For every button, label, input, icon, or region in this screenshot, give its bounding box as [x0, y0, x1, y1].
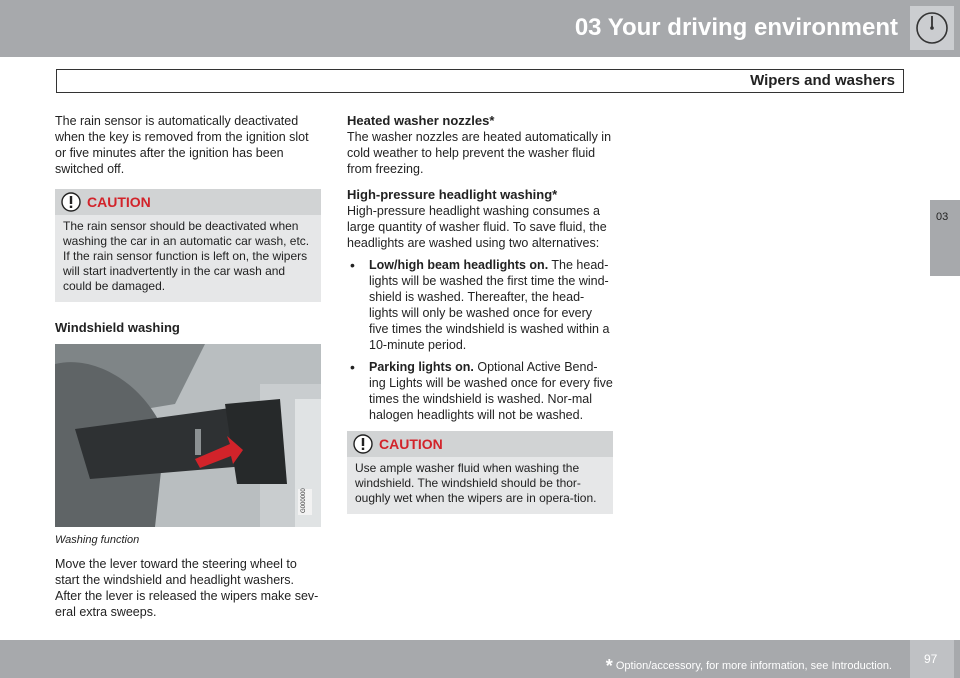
washing-paragraph: Move the lever toward the steering wheel to start the windshield and headlight washers. After the lever is released the wipers make sev-eral extra sweeps.	[55, 557, 319, 619]
chapter-tab	[930, 200, 960, 276]
footer-note	[606, 653, 892, 674]
gauge-icon	[910, 6, 954, 50]
list-item-title: Parking lights on.	[369, 360, 474, 374]
list-item-title: Low/high beam headlights on.	[369, 258, 549, 272]
right-column	[347, 113, 613, 514]
headlight-washing-text: High-pressure headlight washing consumes a large quantity of washer fluid. To save fluid, the headlights are washed using two alternatives:	[347, 204, 607, 250]
list-item-text: Optional Active Bend-ing Lights will be washed once for every five times the windshield is washed. Nor-mal halogen headlights will not be washed.	[369, 360, 613, 422]
heated-nozzles-text: The washer nozzles are heated automatically in cold weather to help prevent the washer fluid from freezing.	[347, 130, 612, 176]
caution-box	[347, 431, 613, 514]
intro-paragraph: The rain sensor is automatically deactivated when the key is removed from the ignition slot or five minutes after the ignition has been switched off.	[55, 114, 309, 176]
chapter-tab-label: 03	[936, 211, 949, 223]
heated-nozzles-heading: Heated washer nozzles*	[347, 113, 495, 128]
photo-caption: Washing function	[55, 534, 140, 546]
list-item	[347, 359, 613, 423]
caution-header	[347, 431, 613, 457]
list-item-text: The head-lights will be washed the first time the wind-shield is washed. Thereafter, the head-lights will only be washed once for every five times the windshield is washed within a 10-minute period.	[369, 258, 610, 352]
warning-icon	[353, 434, 373, 454]
section-bar	[56, 69, 904, 93]
headlight-options-list	[347, 257, 613, 423]
caution-label: CAUTION	[379, 436, 443, 452]
footnote-star: *	[605, 656, 613, 676]
caution-box	[55, 189, 321, 302]
section-title: Wipers and washers	[750, 72, 895, 89]
left-column	[55, 113, 321, 620]
page-number-box	[910, 640, 954, 678]
wiper-lever-photo	[55, 344, 321, 527]
page-number: 97	[924, 652, 938, 666]
caution-label: CAUTION	[87, 194, 151, 210]
page-header	[0, 0, 960, 57]
image-code: G000000	[301, 488, 307, 513]
windshield-washing-heading: Windshield washing	[55, 320, 180, 335]
chapter-title: 03 Your driving environment	[574, 14, 898, 41]
caution-text: The rain sensor should be deactivated when washing the car in an automatic car wash, etc. If the rain sensor function is left on, the wipers will start inadvertently in the car wash and could be damaged.	[63, 219, 310, 293]
warning-icon	[61, 192, 81, 212]
headlight-washing-heading: High-pressure headlight washing*	[347, 187, 558, 202]
caution-header	[55, 189, 321, 215]
page-footer	[0, 640, 960, 678]
footnote-text: Option/accessory, for more information, see Introduction.	[615, 660, 892, 672]
list-item	[347, 257, 613, 353]
caution-text: Use ample washer fluid when washing the windshield. The windshield should be thor-oughly wet when the wipers are in opera-tion.	[355, 461, 597, 505]
